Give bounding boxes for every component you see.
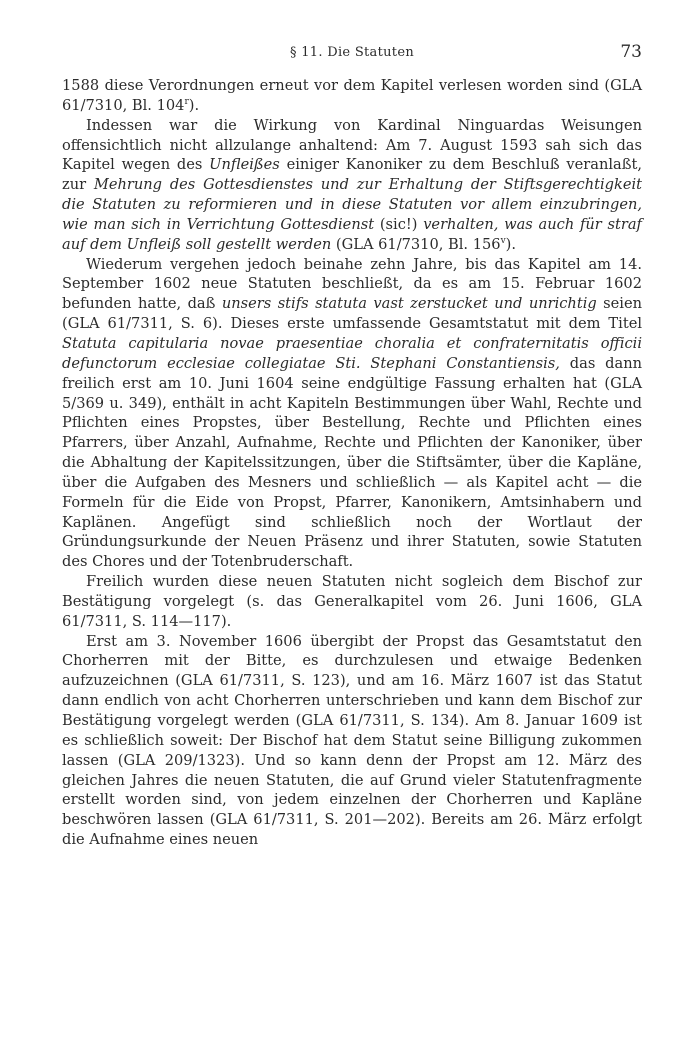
paragraph-text: ). — [188, 96, 200, 114]
running-head — [62, 42, 642, 64]
paragraph-text: einiger Kanoniker zu dem Beschluß veranlaßt, zur — [62, 156, 642, 194]
paragraph-text: Wiederum vergehen jedoch beinahe zehn Jahre, bis das Kapitel am 14. September 1602 neue Statuten beschließt, da es am 15. Februar 1602 befunden hatte, daß — [62, 255, 642, 313]
running-title: § 11. Die Statuten — [289, 45, 414, 60]
paragraph-5: Erst am 3. November 1606 übergibt der Propst das Gesamtstatut den Chorherren mit der Bitte, es durchzulesen und etwaige Bedenken aufzuzeichnen (GLA 61/7311, S. 123), und am 16. März 1607 ist das Statut dann endlich von acht Chorherren unterschrieben und kann dem Bischof zur Bestätigung vorgelegt werden (GLA 61/7311, S. 134). Am 8. Januar 1609 ist es schließlich soweit: Der Bischof hat dem Statut seine Billigung zukommen lassen (GLA 209/1323). Und so kann denn der Propst am 12. März des gleichen Jahres die neuen Statuten, die auf Grund vieler Statutenfragmente erstellt worden sind, von jedem einzelnen der Chorherren und Kapläne beschwören lassen (GLA 61/7311, S. 201—202). Bereits am 26. März erfolgt die Aufnahme eines neuen — [62, 632, 642, 849]
italic-title: Statuta capitularia novae praesentiae choralia et confraternitatis officii defunctorum ecclesiae collegiatae Sti. Stephani Constantiensis, — [62, 334, 642, 372]
italic-quote: Mehrung des Gottesdienstes und zur Erhaltung der Stiftsgerechtigkeit die Statuten zu reformieren und in diese Statuten vor allem einzubringen, wie man sich in Verrichtung Gottesdienst — [62, 176, 642, 233]
page-number: 73 — [620, 42, 642, 62]
paragraph-text: (sic!) — [374, 215, 424, 233]
body-text — [62, 76, 642, 850]
paragraph-text: ). — [505, 235, 516, 253]
paragraph-3 — [62, 255, 642, 573]
paragraph-text: Indessen war die Wirkung von Kardinal Ninguardas Weisungen offensichtlich nicht allzulange anhaltend: Am 7. August 1593 sah sich das Kapitel wegen des — [62, 116, 642, 174]
italic-quote: Unfleißes — [209, 156, 280, 174]
paragraph-text: seien (GLA 61/7311, S. 6). Dieses erste umfassende Gesamtstatut mit dem Titel — [62, 295, 642, 333]
paragraph-text: 1588 diese Verordnungen erneut vor dem Kapitel verlesen worden sind (GLA 61/7310, Bl. 104 — [62, 77, 642, 114]
folio-superscript: v — [500, 235, 506, 246]
paragraph-text: (GLA 61/7310, Bl. 156 — [331, 235, 501, 253]
paragraph-4: Freilich wurden diese neuen Statuten nicht sogleich dem Bischof zur Bestätigung vorgelegt (s. das Generalkapitel vom 26. Juni 1606, GLA 61/7311, S. 114—117). — [62, 573, 642, 630]
paragraph-2 — [62, 116, 642, 255]
paragraph-1 — [62, 76, 642, 116]
paragraph-text: das dann freilich erst am 10. Juni 1604 seine endgültige Fassung erhalten hat (GLA 5/369 u. 349), enthält in acht Kapiteln Bestimmungen über Wahl, Rechte und Pflichten eines Propstes, über Bestellung, Rechte und Pflichten eines Pfarrers, über Anzahl, Aufnahme, Rechte und Pflichten der Kanoniker, über die Abhaltung der Kapitelssitzungen, über die Stiftsämter, über die Kapläne, über die Aufgaben des Mesners und schließlich — als Kapitel acht — die Formeln für die Eide von Propst, Pfarrer, Kanonikern, Amtsinhabern und Kaplänen. Angefügt sind schließlich noch der Wortlaut der Gründungsurkunde der Neuen Präsenz und ihrer Statuten, sowie Statuten des Chores und der Totenbruderschaft. — [62, 354, 642, 571]
italic-quote: verhalten, was auch für straf auf dem Unfleiß soll gestellt werden — [62, 215, 642, 253]
italic-quote: unsers stifs statuta vast zerstucket und unrichtig — [221, 295, 597, 313]
folio-superscript: r — [184, 96, 189, 107]
